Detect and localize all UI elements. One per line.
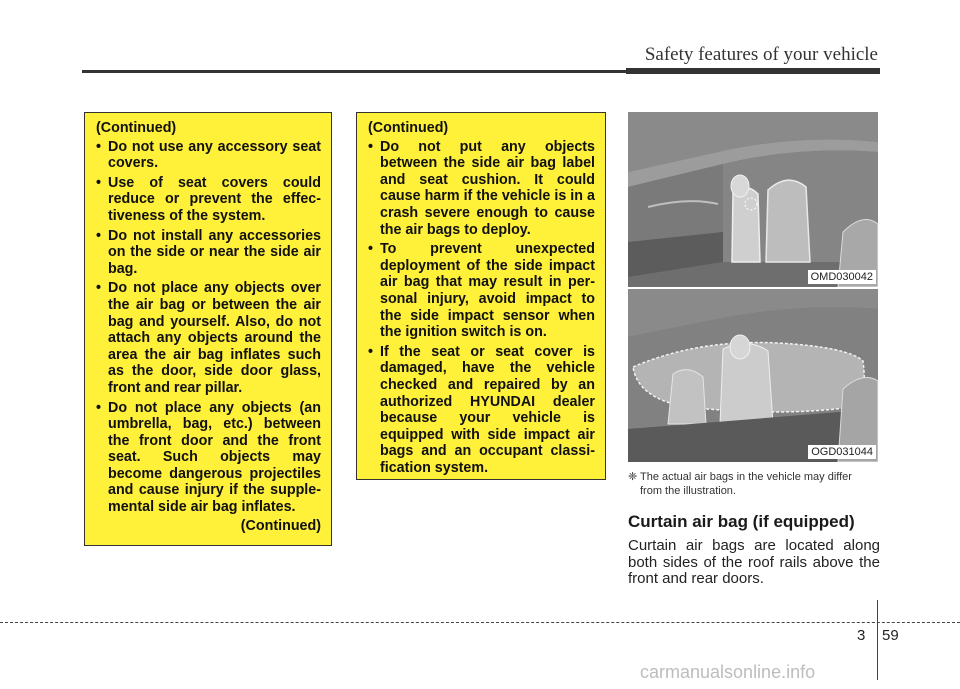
bullet-icon: • — [96, 138, 102, 155]
warning-list — [96, 139, 321, 516]
warning-list — [368, 139, 595, 477]
footer-dashed-rule — [0, 622, 960, 623]
page-number: 59 — [882, 627, 899, 644]
warning-item: • Do not place any objects over the air bag or between the air bag and yourself. Also, do not attach any objects around the area the air bag inflates such as the door, side door glass, front and rear pillar. — [96, 280, 321, 396]
page-header-title: Safety features of your vehicle — [644, 44, 878, 65]
warning-item: • Do not install any accessories on the side or near the side air bag. — [96, 227, 321, 277]
warning-item: • Do not place any objects (an umbrella, bag, etc.) between the front door and the front seat. Such objects may become dangerous projectiles and cause injury if the supple-mental side air bag inflates. — [96, 399, 321, 516]
warning-box-footer: (Continued) — [240, 517, 321, 534]
note-mark-icon: ❈ — [628, 471, 638, 483]
section-title: Curtain air bag (if equipped) — [628, 512, 855, 531]
warning-box-heading: (Continued) — [368, 120, 449, 136]
section-body: Curtain air bags are located along both sides of the roof rails above the front and rear doors. — [628, 537, 880, 587]
watermark: carmanualsonline.info — [640, 662, 816, 682]
warning-item: • Do not use any accessory seat covers. — [96, 138, 321, 172]
warning-box-left — [84, 112, 332, 546]
figure-code: OMD030042 — [808, 270, 876, 284]
illustration-note — [628, 470, 880, 498]
warning-item: • If the seat or seat cover is damaged, have the vehicle checked and repaired by an authorized HYUNDAI dealer because your vehicle is equipped with side impact air bags and an occupant classi-fication system. — [368, 343, 595, 476]
bullet-icon: • — [368, 241, 374, 258]
bullet-icon: • — [368, 138, 374, 155]
figure-code: OGD031044 — [808, 445, 876, 459]
bullet-icon: • — [368, 343, 374, 360]
warning-box-middle — [356, 112, 606, 480]
page-number-divider — [877, 600, 878, 680]
deployed-airbag-illustration — [628, 289, 878, 462]
header-rule-accent — [626, 68, 880, 74]
bullet-icon: • — [96, 280, 102, 297]
deployed-airbag-drawing — [628, 289, 878, 462]
warning-item: • Do not put any objects between the side air bag label and seat cushion. It could cause harm if the vehicle is in a crash severe enough to cause the air bags to deploy. — [368, 138, 595, 238]
car-interior-drawing — [628, 112, 878, 287]
note-line: The actual air bags in the vehicle may differ — [640, 471, 852, 483]
bullet-icon: • — [96, 399, 102, 416]
side-airbag-illustration — [628, 112, 878, 287]
warning-box-heading: (Continued) — [96, 120, 177, 136]
chapter-number: 3 — [857, 627, 866, 644]
bullet-icon: • — [96, 227, 102, 244]
warning-item: • To prevent unexpected deployment of the side impact air bag that may result in per-sonal injury, avoid impact to the side impact sensor when the ignition switch is on. — [368, 241, 595, 341]
note-line: from the illustration. — [640, 485, 736, 497]
warning-item: • Use of seat covers could reduce or prevent the effec-tiveness of the system. — [96, 174, 321, 224]
bullet-icon: • — [96, 174, 102, 191]
